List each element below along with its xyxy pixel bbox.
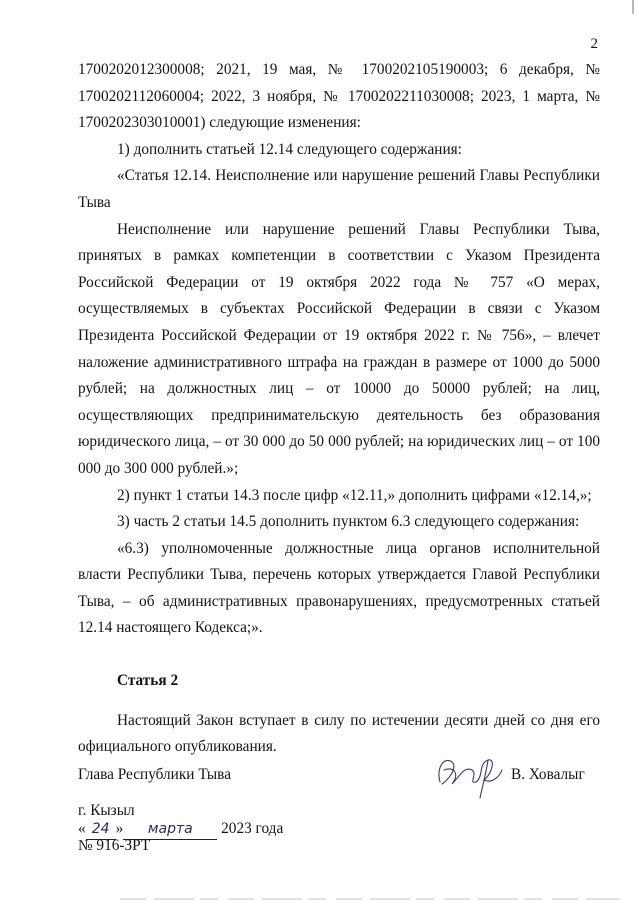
signing-city: г. Кызыл <box>78 802 135 819</box>
date-year: 2023 года <box>221 820 284 837</box>
paragraph-item-1: 1) дополнить статьей 12.14 следующего содержания: <box>117 140 462 158</box>
article-2-title: Статья 2 <box>117 672 179 690</box>
paragraph-amendment-references: 1700202012300008; 2021, 19 мая, № 1700202105190003; 6 декабря, № 1700202112060004; 2022, 3 ноября, № 1700202211030008; 2023, 1 марта, № 1700202303010001) следующие изменения: <box>78 61 600 132</box>
spacer <box>78 642 600 668</box>
paragraph-article-12-14-text: Неисполнение или нарушение решений Главы Республики Тыва, принятых в рамках компетенции в соответствии с Указом Президента Российской Федерации от 19 октября 2022 года № 757 «О мерах, осуществляемых в субъектах Российской Федерации в связи с Указом Президента Российской Федерации от 19 октября 2022 г. № 756», – влечет наложение административного штрафа на граждан в размере от 1000 до 5000 рублей; на должностных лиц – от 10000 до 50000 рублей; на лиц, осуществляющих предпринимательскую деятельность без образования юридического лица, – от 30 000 до 50 000 рублей; на юридических лиц – от 100 000 до 300 000 рублей.»; <box>78 220 600 477</box>
date-close-quote: » <box>115 820 124 837</box>
date-day-text: 24 <box>91 821 110 837</box>
date-open-quote: « <box>78 820 86 837</box>
spacer <box>78 695 600 708</box>
paragraph-article-12-14-title: «Статья 12.14. Неисполнение или нарушение решений Главы Республики Тыва <box>78 167 600 211</box>
page-number: 2 <box>590 36 598 52</box>
document-body <box>78 57 600 761</box>
paragraph-item-6-3: «6.3) уполномоченные должностные лица органов исполнительной власти Республики Тыва, перечень которых утверждается Главой Республики Тыва, – об административных правонарушениях, предусмотренных статьей 12.14 настоящего Кодекса;». <box>78 539 600 637</box>
law-number: № 916-ЗРТ <box>78 837 151 854</box>
paragraph-item-2: 2) пункт 1 статьи 14.3 после цифр «12.11,» дополнить цифрами «12.14,»; <box>117 486 592 504</box>
scan-corner-mark <box>632 0 634 14</box>
scan-bottom-edge <box>120 898 620 900</box>
date-month-text: марта <box>147 821 193 837</box>
signer-name: В. Ховалыг <box>511 766 585 783</box>
paragraph-item-3: 3) часть 2 статьи 14.5 дополнить пунктом 6.3 следующего содержания: <box>117 513 580 531</box>
article-2-text: Настоящий Закон вступает в силу по истечении десяти дней со дня его официального опубликования. <box>78 711 600 756</box>
handwritten-signature <box>430 740 510 802</box>
signatory-position: Глава Республики Тыва <box>78 766 231 783</box>
